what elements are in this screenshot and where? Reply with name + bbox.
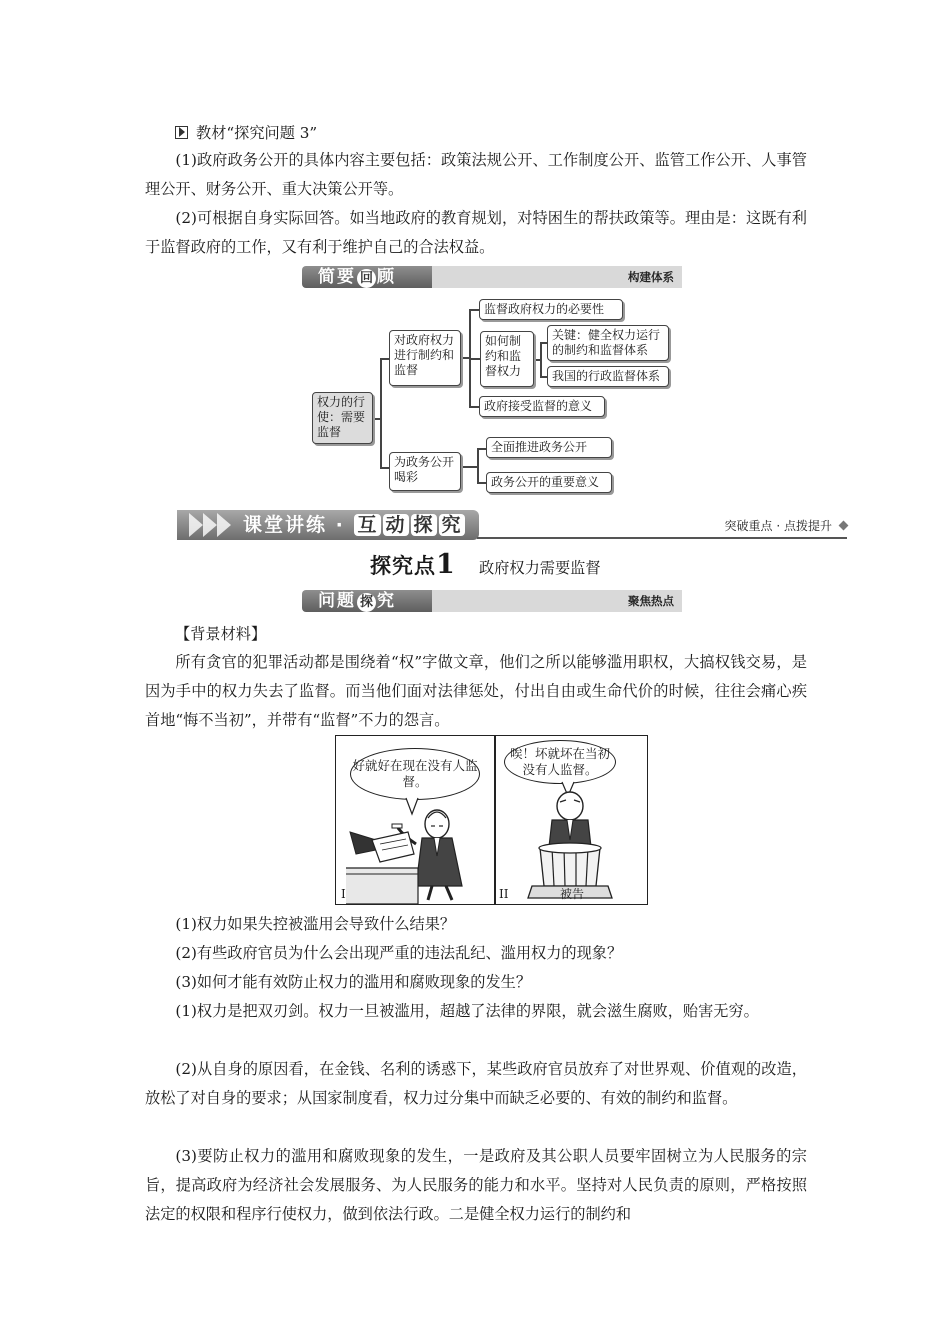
cartoon-illustration [335,735,648,905]
panel-1-drawing [336,736,494,904]
panel-2-drawing [494,736,648,904]
panel-1-speech-bubble: 好就好在现在没有人监督。 [350,748,480,800]
review-banner [302,266,682,288]
question-2: (2)有些政府官员为什么会出现严重的违法乱纪、滥用权力的现象？ [175,944,623,962]
review-banner-tag: 构建体系 [628,270,674,284]
mind-map-branch-2: 为政务公开喝彩 [389,452,461,491]
question-banner [302,590,682,612]
chevron-right-icon [189,513,203,537]
play-triangle-icon [175,126,188,139]
section-banner-tag: 突破重点 · 点拨提升 [725,518,847,534]
panel-1-label: I [341,887,346,901]
answer-3: (3)要防止权力的滥用和腐败现象的发生，一是政府及其公职人员要牢固树立为人民服务的宗旨，提高政府为经济社会发展服务、为人民服务的能力和水平。坚持对人民负责的原则，严格按照法定的权限和程序行使权力，做到依法行政。二是健全权力运行的制约和 [145,1147,807,1223]
answer-1: (1)权力是把双刃剑。权力一旦被滥用，超越了法律的界限，就会滋生腐败，贻害无穷。 [175,1002,759,1020]
question-banner-title: 问题 探 究 [318,591,396,611]
panel-2-speech-bubble: 唉！坏就坏在当初没有人监督。 [504,740,616,784]
question-3: (3)如何才能有效防止权力的滥用和腐败现象的发生？ [175,973,532,991]
review-banner-title: 简要 回 顾 [318,267,396,287]
mind-map-root: 权力的行使：需要监督 [312,392,373,444]
answer-2: (2)从自身的原因看，在金钱、名利的诱惑下，某些政府官员放弃了对世界观、价值观的改造，放松了对自身的要求；从国家制度看，权力过分集中而缺乏必要的、有效的制约和监督。 [145,1060,807,1107]
mind-map-branch-1-item-2: 如何制约和监督权力 [480,331,534,387]
chevron-right-icon [203,513,217,537]
question-banner-tag: 聚焦热点 [628,594,674,608]
background-text: 所有贪官的犯罪活动都是围绕着“权”字做文章，他们之所以能够滥用职权，大搞权钱交易，是因为手中的权力失去了监督。而当他们面对法律惩处，付出自由或生命代价的时候，往往会痛心疾首地“悔不当初”，并带有“监督”不力的怨言。 [145,653,807,729]
mind-map-branch-2-item-2: 政务公开的重要意义 [486,472,612,493]
mind-map-branch-1: 对政府权力进行制约和监督 [389,330,461,386]
chevron-right-icon [217,513,231,537]
section-banner [177,510,847,540]
panel-2-stand-label: 被告 [560,887,585,901]
point-title: 探究点1 [370,549,456,580]
mind-map-branch-1-item-2-sub-1: 关键：健全权力运行的制约和监督体系 [547,325,669,361]
mind-map-branch-1-item-2-sub-2: 我国的行政监督体系 [547,366,669,387]
question-1: (1)权力如果失控被滥用会导致什么结果？ [175,915,456,933]
textbook-answer-2: (2)可根据自身实际回答。如当地政府的教育规划，对特困生的帮扶政策等。理由是：这既有利于监督政府的工作，又有利于维护自己的合法权益。 [145,209,807,256]
mind-map-branch-1-item-1: 监督政府权力的必要性 [479,299,623,320]
mind-map-branch-2-item-1: 全面推进政务公开 [486,437,612,458]
panel-2-label: II [499,887,509,901]
point-subtitle: 政府权力需要监督 [479,559,601,577]
textbook-answer-1: (1)政府政务公开的具体内容主要包括：政策法规公开、工作制度公开、监管工作公开、人事管理公开、财务公开、重大决策公开等。 [145,151,807,198]
background-label: 【背景材料】 [175,625,267,643]
diamond-icon [839,521,849,531]
textbook-heading-text: 教材“探究问题 3” [196,124,318,142]
section-banner-title: 课堂讲练 · 互 动 探 究 [243,510,466,540]
textbook-section-heading [175,120,317,146]
mind-map-branch-1-item-3: 政府接受监督的意义 [479,396,605,417]
